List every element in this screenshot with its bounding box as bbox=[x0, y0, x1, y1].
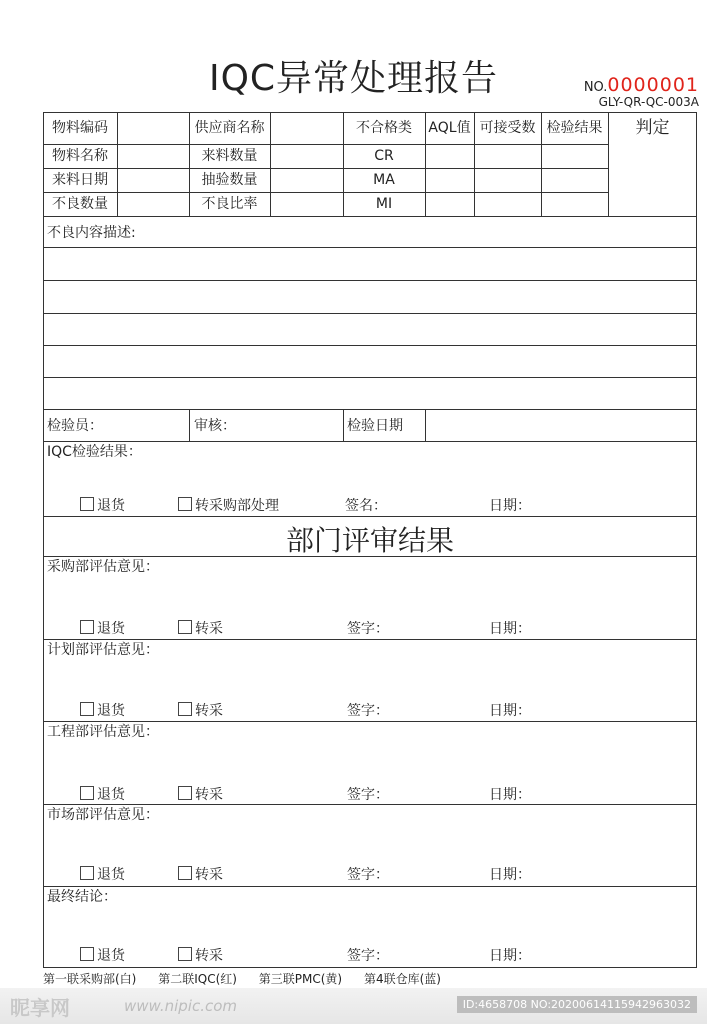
grid-line bbox=[43, 313, 697, 314]
review-return-option[interactable]: 退货 bbox=[80, 946, 125, 966]
checkbox[interactable] bbox=[80, 947, 94, 961]
inspect-date-label: 检验日期 bbox=[347, 418, 403, 434]
review-planning-label: 计划部评估意见： bbox=[47, 642, 159, 658]
review-sign-label: 签字： bbox=[347, 948, 389, 964]
grid-line bbox=[189, 409, 190, 441]
serial-prefix: NO. bbox=[583, 80, 608, 95]
review-sign-label: 签字： bbox=[347, 867, 389, 883]
grid-line bbox=[43, 345, 697, 346]
label-defect-rate: 不良比率 bbox=[201, 196, 258, 212]
review-return-option[interactable]: 退货 bbox=[80, 619, 125, 639]
grid-line bbox=[43, 192, 609, 193]
label-incoming-date: 来料日期 bbox=[52, 172, 108, 188]
grid-line bbox=[43, 216, 697, 217]
defect-desc-label: 不良内容描述: bbox=[47, 225, 136, 241]
copy-4: 第4联仓库(蓝) bbox=[363, 972, 441, 986]
grid-line bbox=[43, 144, 609, 145]
grid-line bbox=[343, 409, 344, 441]
page-title: IQC异常处理报告 bbox=[208, 58, 499, 99]
watermark-id: ID:4658708 NO:20200614115942963032 bbox=[457, 996, 697, 1013]
checkbox[interactable] bbox=[178, 497, 192, 511]
grid-line bbox=[117, 112, 118, 216]
inspector-label: 检验员： bbox=[47, 418, 103, 434]
copy-2: 第二联IQC(红) bbox=[158, 972, 237, 986]
review-transfer-option[interactable]: 转采 bbox=[178, 946, 223, 966]
iqc-sign-label: 签名： bbox=[345, 498, 387, 514]
review-sign-label: 签字： bbox=[347, 703, 389, 719]
checkbox[interactable] bbox=[178, 947, 192, 961]
row-ma: MA bbox=[373, 172, 395, 188]
review-purchase-label: 采购部评估意见： bbox=[47, 559, 159, 575]
review-section-title: 部门评审结果 bbox=[285, 524, 454, 557]
review-sign-label: 签字： bbox=[347, 787, 389, 803]
grid-line bbox=[43, 247, 697, 248]
grid-line bbox=[43, 886, 697, 887]
checkbox[interactable] bbox=[80, 702, 94, 716]
review-date-label: 日期： bbox=[489, 621, 531, 637]
grid-line bbox=[43, 409, 697, 410]
watermark-url: www.nipic.com bbox=[124, 997, 238, 1015]
serial-number bbox=[584, 74, 699, 96]
grid-line bbox=[43, 280, 697, 281]
checkbox[interactable] bbox=[80, 786, 94, 800]
form-code: GLY-QR-QC-003A bbox=[598, 95, 699, 109]
row-cr: CR bbox=[374, 148, 394, 164]
serial-value: 0000001 bbox=[607, 74, 699, 96]
iqc-date-label: 日期： bbox=[489, 498, 531, 514]
review-date-label: 日期： bbox=[489, 867, 531, 883]
review-transfer-option[interactable]: 转采 bbox=[178, 701, 223, 721]
final-conclusion-label: 最终结论： bbox=[47, 889, 117, 905]
checkbox[interactable] bbox=[80, 497, 94, 511]
copy-3: 第三联PMC(黄) bbox=[258, 972, 343, 986]
review-label: 审核： bbox=[194, 418, 236, 434]
label-sample-qty: 抽验数量 bbox=[201, 172, 258, 188]
checkbox[interactable] bbox=[178, 786, 192, 800]
grid-line bbox=[425, 409, 426, 441]
iqc-purchase-option[interactable]: 转采购部处理 bbox=[178, 496, 279, 516]
checkbox[interactable] bbox=[80, 620, 94, 634]
watermark-logo: 昵享网 bbox=[10, 996, 70, 1020]
review-transfer-option[interactable]: 转采 bbox=[178, 619, 223, 639]
review-return-option[interactable]: 退货 bbox=[80, 865, 125, 885]
review-date-label: 日期： bbox=[489, 948, 531, 964]
label-defect-qty: 不良数量 bbox=[52, 196, 108, 212]
review-date-label: 日期： bbox=[489, 787, 531, 803]
label-material-name: 物料名称 bbox=[52, 148, 108, 164]
review-return-option[interactable]: 退货 bbox=[80, 701, 125, 721]
iqc-return-option[interactable]: 退货 bbox=[80, 496, 125, 516]
col-judge: 判定 bbox=[635, 118, 670, 138]
col-result: 检验结果 bbox=[546, 120, 603, 136]
checkbox[interactable] bbox=[80, 866, 94, 880]
label-incoming-qty: 来料数量 bbox=[201, 148, 258, 164]
copy-1: 第一联采购部(白) bbox=[43, 972, 137, 986]
label-material-code: 物料编码 bbox=[52, 120, 108, 136]
checkbox[interactable] bbox=[178, 702, 192, 716]
col-accept: 可接受数 bbox=[479, 120, 536, 136]
review-sign-label: 签字： bbox=[347, 621, 389, 637]
grid-line bbox=[43, 516, 697, 517]
copy-distribution bbox=[43, 970, 459, 987]
grid-line bbox=[43, 377, 697, 378]
checkbox[interactable] bbox=[178, 620, 192, 634]
review-engineering-label: 工程部评估意见： bbox=[47, 724, 159, 740]
review-transfer-option[interactable]: 转采 bbox=[178, 865, 223, 885]
review-return-option[interactable]: 退货 bbox=[80, 785, 125, 805]
row-mi: MI bbox=[375, 196, 393, 212]
review-market-label: 市场部评估意见： bbox=[47, 807, 159, 823]
grid-line bbox=[43, 168, 609, 169]
review-date-label: 日期： bbox=[489, 703, 531, 719]
review-transfer-option[interactable]: 转采 bbox=[178, 785, 223, 805]
checkbox[interactable] bbox=[178, 866, 192, 880]
col-nonconform: 不合格类 bbox=[356, 120, 412, 136]
label-supplier-name: 供应商名称 bbox=[194, 120, 265, 136]
iqc-result-label: IQC检验结果： bbox=[47, 444, 142, 460]
grid-line bbox=[270, 112, 271, 216]
col-aql: AQL值 bbox=[428, 120, 471, 136]
